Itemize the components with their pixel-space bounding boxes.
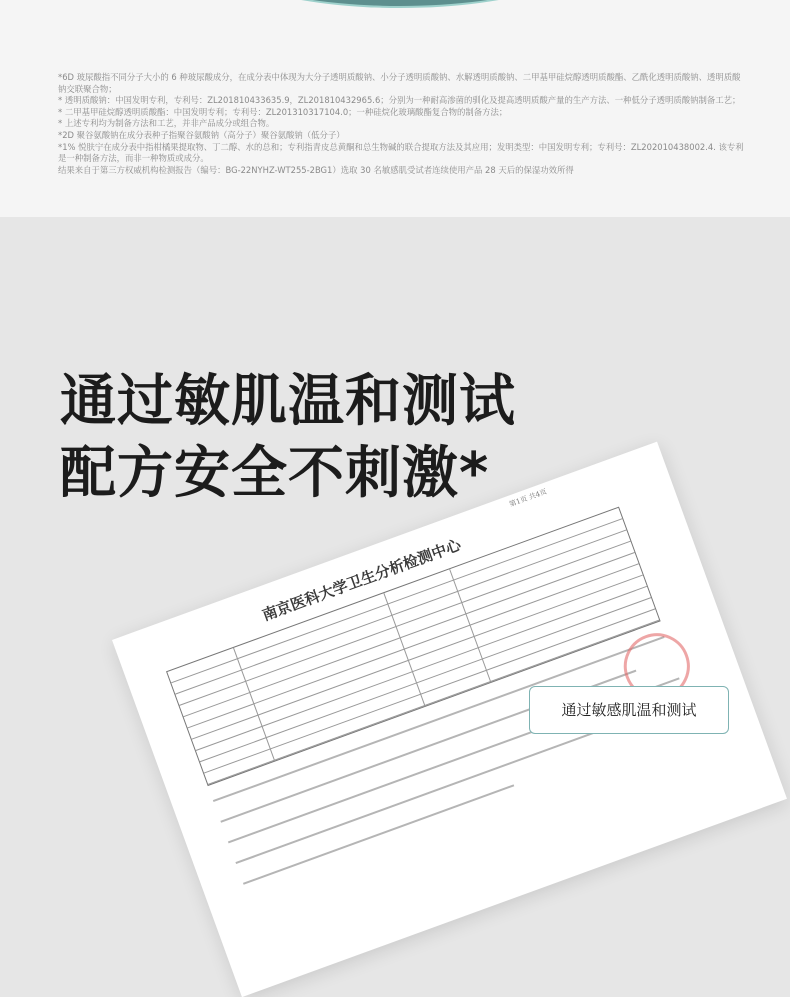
product-image-edge	[190, 0, 610, 8]
footnotes	[58, 72, 748, 176]
footnote: *1% 悦肤宁在成分表中指柑橘果提取物、丁二醇、水的总和；专利指青皮总黄酮和总生物碱的联合提取方法及其应用；发明类型：中国发明专利；专利号：ZL202010438002.4. 该专利是一种制备方法，而非一种物质或成分。	[58, 141, 744, 164]
report-page-number: 第1页 共4页	[508, 487, 548, 509]
footnote: *2D 聚谷氨酸钠在成分表种子指聚谷氨酸钠（高分子）聚谷氨酸钠（低分子）	[58, 129, 345, 140]
footnote: * 二甲基甲硅烷醇透明质酸酯：中国发明专利；专利号：ZL201310317104.0；一种硅烷化玻璃酸酯复合物的制备方法；	[58, 106, 508, 117]
headline	[60, 366, 516, 510]
headline-line-2: 配方安全不刺激*	[60, 441, 490, 506]
footnote: * 透明质酸钠：中国发明专利，专利号：ZL201810433635.9，ZL201810432965.6；分别为一种耐高渗菌的驯化及提高透明质酸产量的生产方法、一种低分子透明质酸钠制备工艺；	[58, 95, 741, 106]
headline-line-1: 通过敏肌温和测试	[60, 369, 516, 434]
footnote: * 上述专利均为制备方法和工艺，并非产品成分或组合物。	[58, 118, 275, 129]
report-title: 南京医科大学卫生分析检测中心	[259, 535, 464, 625]
footnote: *6D 玻尿酸指不同分子大小的 6 种玻尿酸成分，在成分表中体现为大分子透明质酸钠、小分子透明质酸钠、水解透明质酸钠、二甲基甲硅烷醇透明质酸酯、乙酰化透明质酸钠、透明质酸钠交联聚合物；	[58, 72, 741, 94]
top-band	[0, 0, 790, 217]
footnote: 结果来自于第三方权威机构检测报告（编号：BG-22NYHZ-WT255-2BG1）选取 30 名敏感肌受试者连续使用产品 28 天后的保湿功效所得	[58, 164, 574, 175]
mild-test-badge: 通过敏感肌温和测试	[529, 686, 729, 734]
